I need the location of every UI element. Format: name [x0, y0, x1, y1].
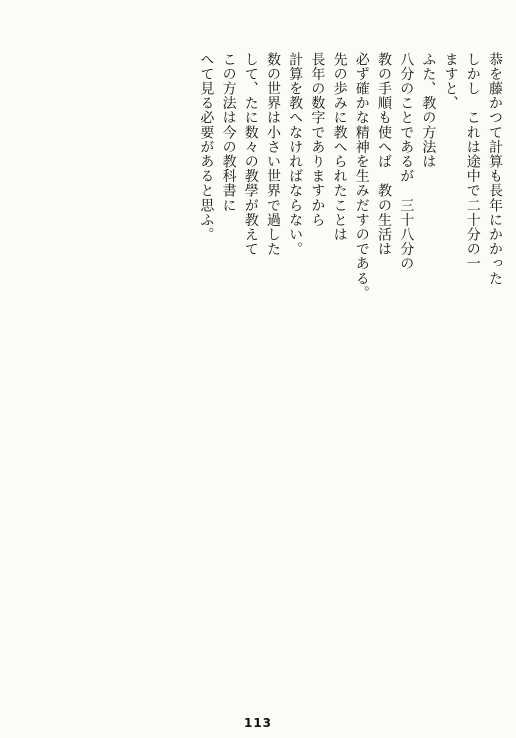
text-line-5: ふた、教の方法は — [420, 52, 437, 169]
text-line-13: して、たに数々の教學が教えて — [242, 52, 259, 257]
text-line-14: この方法は今の教科書に — [220, 52, 237, 213]
text-line-7: 教の手順も使へば 教の生活は — [375, 52, 392, 257]
text-line-2: しかし これは途中で二十分の一 — [464, 52, 481, 271]
text-line-1: 恭を藤かつて計算も長年にかかった — [487, 52, 503, 286]
vertical-text-block — [6, 52, 506, 692]
text-line-9: 先の歩みに教へられたことは — [331, 52, 348, 242]
text-line-10: 長年の数字でありますから — [309, 52, 326, 228]
text-line-8: 必ず確かな精神を生みだすのである。 — [353, 52, 370, 301]
text-line-11: 計算を教へなければならない。 — [287, 52, 304, 257]
text-line-3: ますと、 — [442, 52, 459, 111]
text-line-6: 八分のことであるが 三十八分の — [398, 52, 415, 271]
text-line-15: へて見る必要があると思ふ。 — [198, 52, 215, 242]
text-line-12: 数の世界は小さい世界で過した — [264, 52, 281, 257]
page-number: 113 — [243, 716, 273, 730]
